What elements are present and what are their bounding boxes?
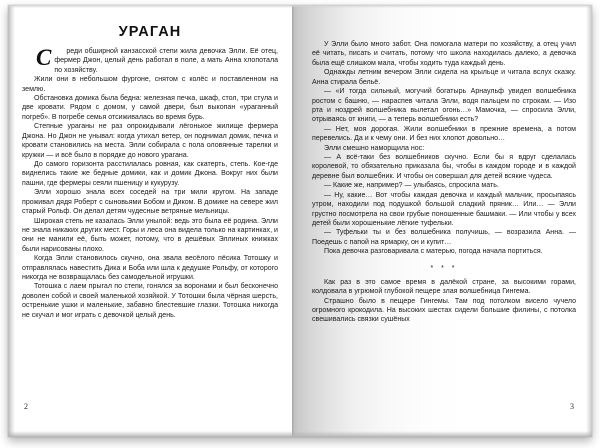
right-page-text-column [312,19,576,325]
paragraph [312,153,576,181]
paragraph [312,125,576,144]
paragraph [22,282,278,320]
paragraph [22,217,278,255]
paragraph-text: — Туфельки ты и без волшебника получишь, — возразила Анна. — Поедешь с папой на ярмарку, он и купит… [312,229,576,246]
paragraph-text: Широкая степь не казалась Элли унылой: ведь это была её родина. Элли не знала никаких других мест. Горы и леса она видела только на картинках, и они не манили её, быть может, потому, что в дешёвых Эллиных книжках были нарисованы плохо. [22,217,278,253]
paragraph [312,247,576,256]
paragraph [22,160,278,188]
section-divider: * * * [430,264,458,272]
paragraph [22,75,278,94]
paragraph-text: — Нет, моя дорогая. Жили волшебники в прежние времена, а потом перевелись. Да и к чему они. И без них хлопот довольно… [312,125,576,143]
paragraph-text: Элли хорошо знала всех соседей на три мили кругом. На западе проживал дядя Роберт с сыновьями Бобом и Диком. В домике на севере жил старый Рольф. Он делал детям чудесные ветряные мельницы. [22,189,278,216]
paragraph [22,44,278,75]
page-left [8,5,292,437]
paragraph-text: Страшно было в пещере Гингемы. Там под потолком висело чучело огромного крокодила. На высоких шестах сидели большие филины, с потолка свешивались связки сушёных [312,297,576,324]
paragraph [312,144,576,153]
paragraph [312,181,576,190]
page-number-left: 2 [24,402,28,411]
drop-cap: С [36,44,52,70]
paragraph [312,278,576,297]
paragraph [312,191,576,229]
page-right [292,5,592,437]
left-page-text-column [22,44,278,320]
paragraph [22,254,278,282]
paragraph-text: У Элли было много забот. Она помогала матери по хозяйству, а отец учил её читать, писать и считать, потому что школа находилась далеко, а девочка была ещё слишком мала, чтобы ходить туда каждый день. [312,41,576,67]
paragraph-text: Элли смешно наморщила нос: [324,144,425,152]
paragraph [312,68,576,87]
paragraph-text: — «И тогда сильный, могучий богатырь Арнаульф увидел волшебника ростом с башню, — нараспев читала Элли, водя пальцем по строкам. — Изо рта и ноздрей волшебника вылетал огонь…» Мамочка, — спросила Элли, отрываясь от книги, — а теперь волшебники есть? [312,88,576,124]
paragraph-text: Как раз в это самое время в далёкой стране, за высокими горами, колдовала в угрюмой глубокой пещере злая волшебница Гингема. [312,278,576,296]
paragraph [22,122,278,160]
pages-container [8,5,592,437]
paragraph [22,188,278,216]
paragraph [312,87,576,125]
page-number-right: 3 [570,402,574,411]
paragraph [312,228,576,247]
paragraph-text: Степные ураганы не раз опрокидывали лёгонькое жилище фермера Джона. Но Джон не унывал: когда утихал ветер, он поднимал домик, печка и кровати становились на места. Элли собирала с пола оловянные тарелки и кружки — и всё было в порядке до нового урагана. [22,123,278,159]
paragraph [312,297,576,325]
chapter-title: УРАГАН [118,24,182,40]
right-page-edge-shading [586,5,592,437]
bottom-edge-shading [8,431,592,437]
paragraph-text: Обстановка домика была бедна: железная печка, шкаф, стол, три стула и две кровати. Рядом с домом, у самой двери, был выкопан «ураганный погреб». В погребе семья отсиживалась во время бурь. [22,95,278,121]
paragraph-text: — Ну, какие… Вот чтобы каждая девочка и каждый мальчик, просыпаясь утром, находили под подушкой большой сладкий пряник… Или… — Элли грустно посмотрела на свои грубые поношенные башмаки. — Или чтобы у всех детей были хорошенькие лёгкие туфельки. [312,191,576,228]
paragraph-text: Однажды летним вечером Элли сидела на крыльце и читала вслух сказку. Анна стирала бельё. [312,69,576,86]
left-page-edge-shading [8,5,15,437]
paragraph-text: — Какие же, например? — улыбаясь, спросила мать. [324,182,499,190]
paragraph-text: — А всё-таки без волшебников скучно. Если бы я вдруг сделалась королевой, то обязательно приказала бы, чтобы в каждом городе и в каждой деревне был волшебник. И чтобы он совершал для детей всякие чудеса. [312,154,576,180]
book-gutter [292,5,294,437]
paragraph-text: Когда Элли становилось скучно, она звала весёлого пёсика Тотошку и отправлялась навестить Дика и Боба или шла к дедушке Рольфу, от которого никогда не возвращалась без самодельной игрушки. [22,255,278,282]
paragraph [312,40,576,68]
paragraph [22,94,278,122]
top-edge-shading [8,5,592,8]
paragraph-text: До самого горизонта расстилалась ровная, как скатерть, степь. Кое-где виднелись такие же бедные домики, как и домик Джона. Вокруг них были пашни, где фермеры сеяли пшеницу и кукурузу. [22,161,278,187]
paragraph-text: реди обширной канзасской степи жила девочка Элли. Её отец, фермер Джон, целый день работал в поле, а мать Анна хлопотала по хозяйству. [54,47,278,74]
paragraph-text: Тотошка с лаем прыгал по степи, гонялся за воронами и был бесконечно доволен собой и своей маленькой хозяйкой. У Тотошки была чёрная шерсть, остренькие ушки и маленькие, забавно блестевшие глазки. Тотошка никогда не скучал и мог играть с девочкой целый день. [22,283,278,319]
paragraph-text: Пока девочка разговаривала с матерью, погода начала портиться. [324,248,543,256]
paragraph-text: Жили они в небольшом фургоне, снятом с колёс и поставленном на землю. [22,76,278,93]
